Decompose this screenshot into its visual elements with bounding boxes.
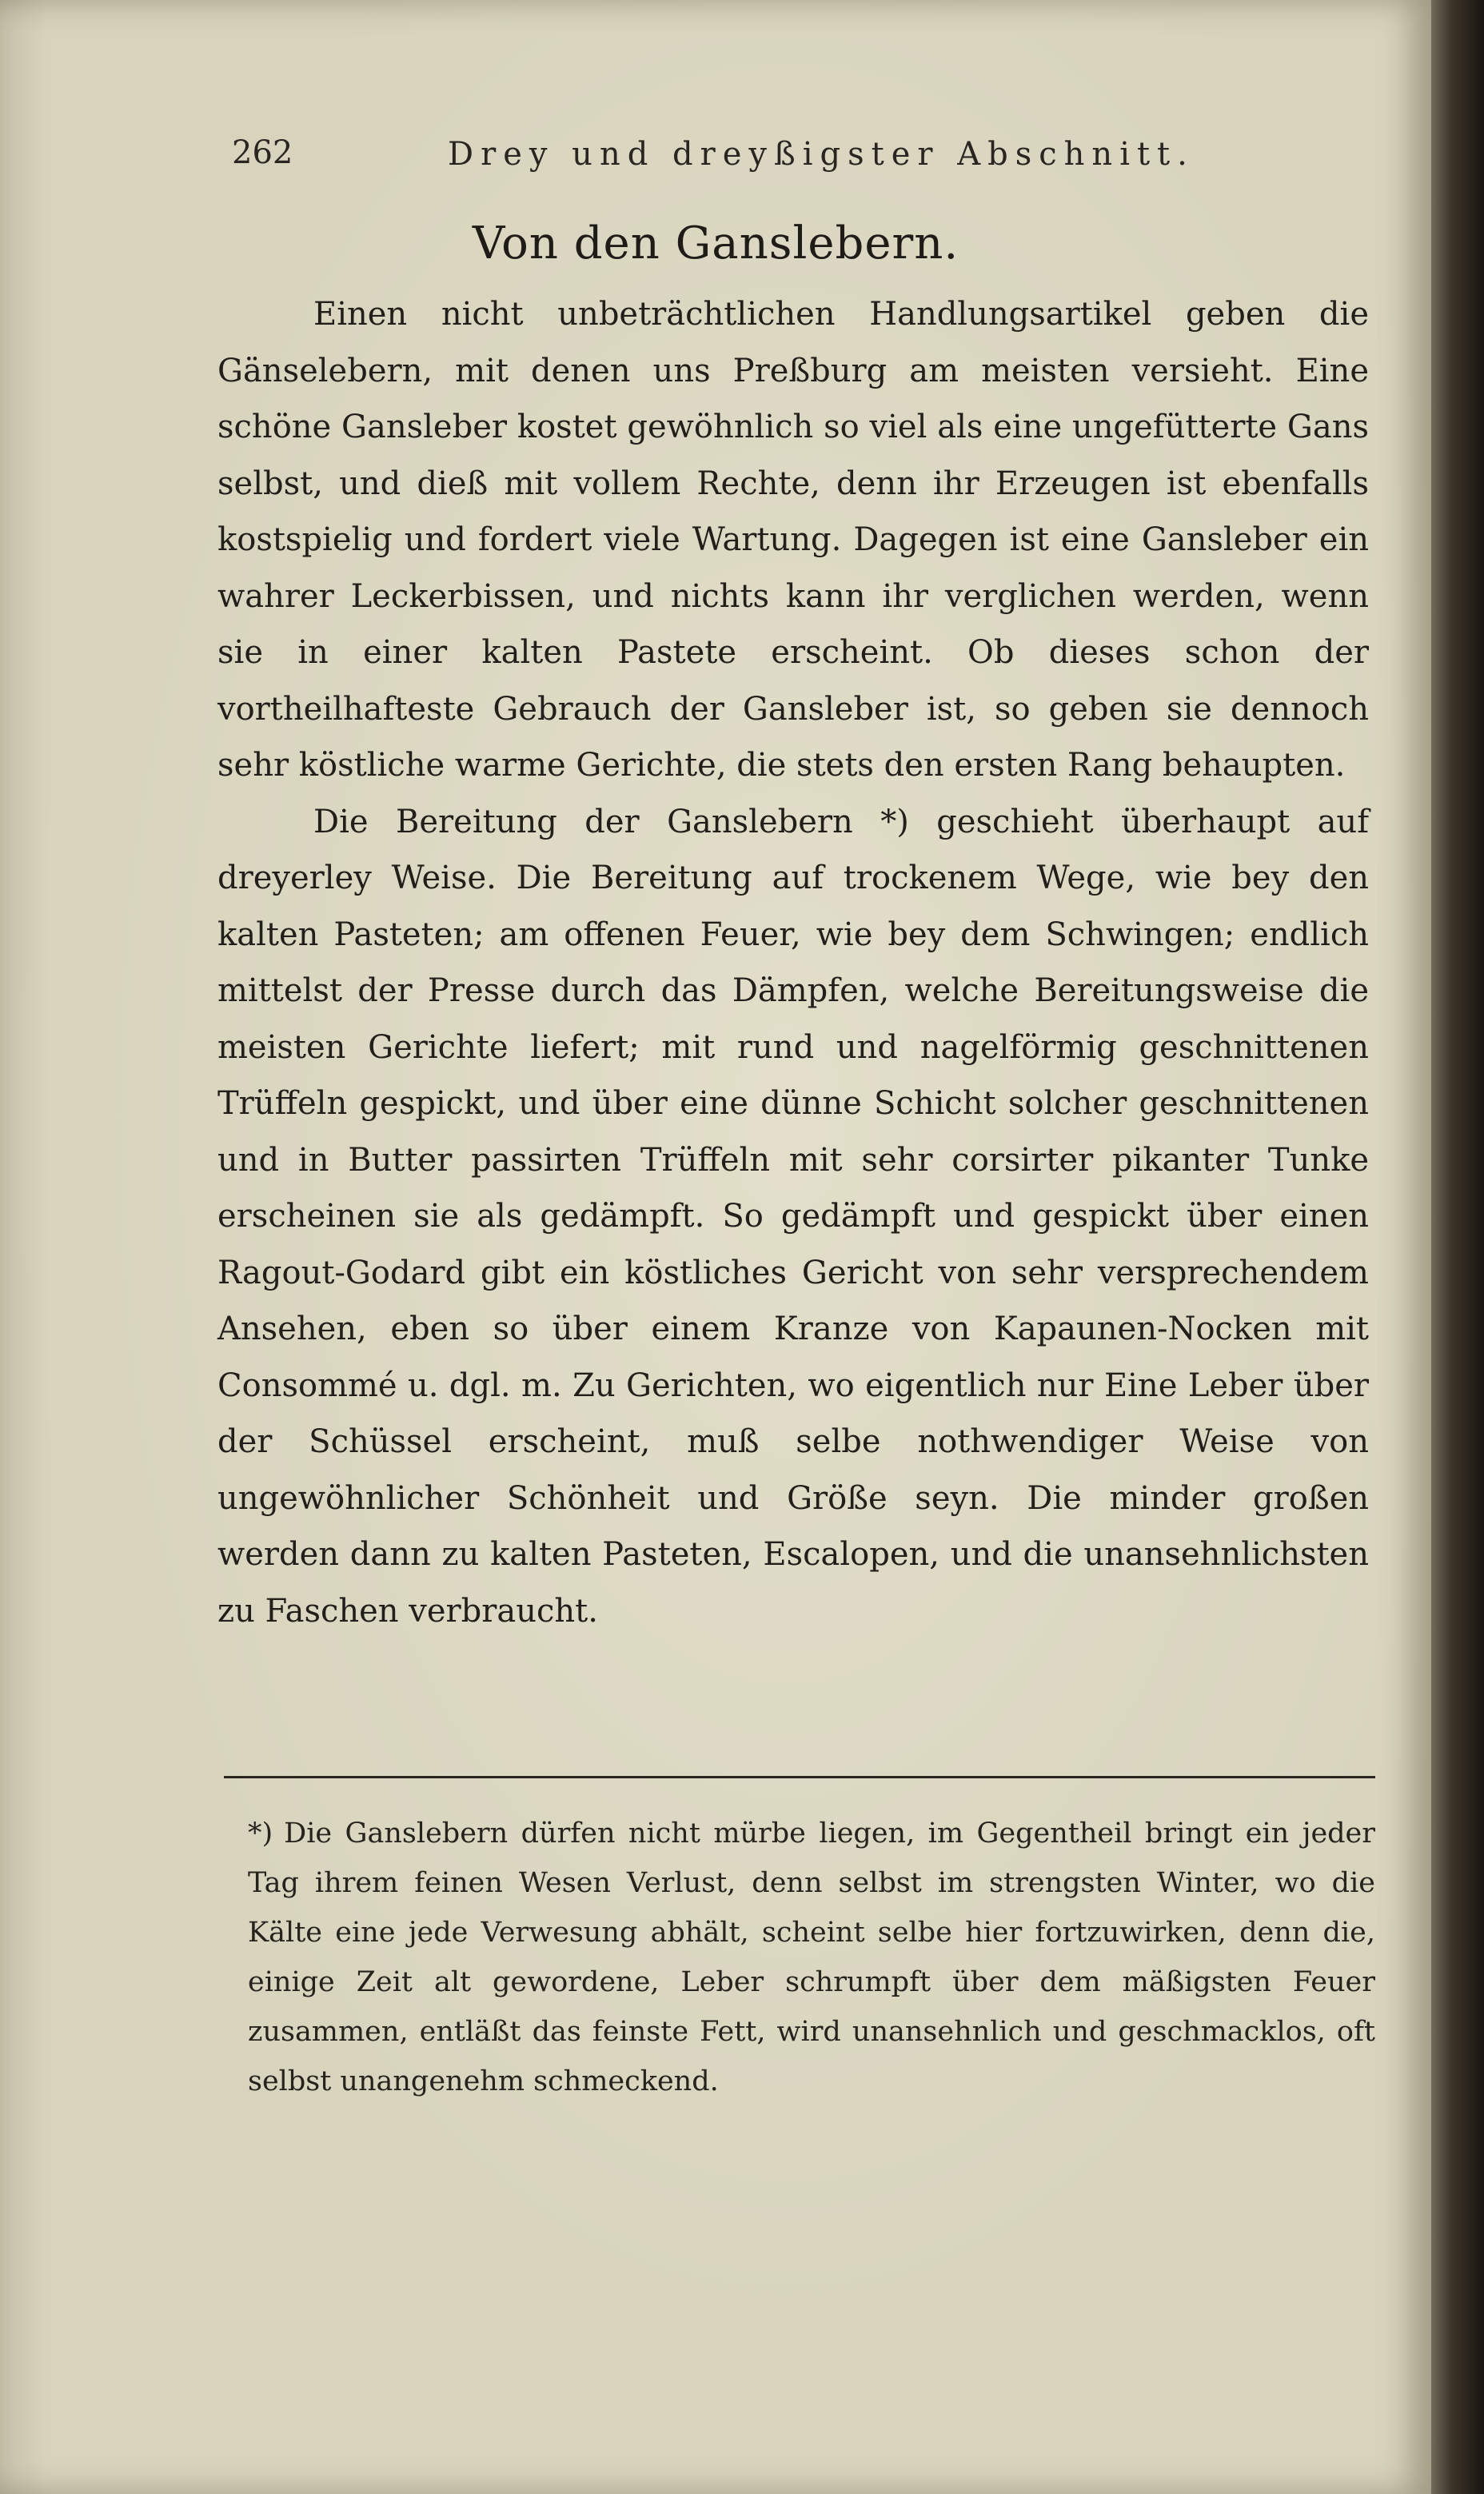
footnote	[248, 1809, 1375, 2106]
paragraph: Die Bereitung der Ganslebern *) geschieht überhaupt auf dreyerley Weise. Die Bereitung auf trockenem Wege, wie bey den kalten Pasteten; am offenen Feuer, wie bey dem Schwingen; endlich mittelst der Presse durch das Dämpfen, welche Bereitungsweise die meisten Gerichte liefert; mit rund und nagelförmig geschnittenen Trüffeln gespickt, und über eine dünne Schicht solcher geschnittenen und in Butter passirten Trüffeln mit sehr corsirter pikanter Tunke erscheinen sie als gedämpft. So gedämpft und gespickt über einen Ragout-Godard gibt ein köstliches Gericht von sehr versprechendem Ansehen, eben so über einem Kranze von Kapaunen-Nocken mit Consommé u. dgl. m. Zu Gerichten, wo eigentlich nur Eine Leber über der Schüssel erscheint, muß selbe nothwendiger Weise von ungewöhnlicher Schönheit und Größe seyn. Die minder großen werden dann zu kalten Pasteten, Escalopen, und die unansehnlichsten zu Faschen verbraucht.	[217, 803, 1369, 1630]
page-header	[232, 134, 1383, 182]
running-head: Drey und dreyßigster Abschnitt.	[448, 136, 1195, 173]
section-title: Von den Ganslebern.	[472, 217, 959, 269]
body-text	[217, 286, 1369, 1639]
book-spine-edge	[1431, 0, 1484, 2494]
page-number: 262	[232, 134, 293, 171]
footnote-divider	[224, 1776, 1375, 1778]
paragraph: Einen nicht unbeträchtlichen Handlungsartikel geben die Gänselebern, mit denen uns Preßburg am meisten versieht. Eine schöne Gansleber kostet gewöhnlich so viel als eine ungefütterte Gans selbst, und dieß mit vollem Rechte, denn ihr Erzeugen ist ebenfalls kostspielig und fordert viele Wartung. Dagegen ist eine Gansleber ein wahrer Leckerbissen, und nichts kann ihr verglichen werden, wenn sie in einer kalten Pastete erscheint. Ob dieses schon der vortheilhafteste Gebrauch der Gansleber ist, so geben sie dennoch sehr köstliche warme Gerichte, die stets den ersten Rang behaupten.	[217, 296, 1369, 784]
footnote-text: Die Ganslebern dürfen nicht mürbe liegen, im Gegentheil bringt ein jeder Tag ihrem feinen Wesen Verlust, denn selbst im strengsten Winter, wo die Kälte eine jede Verwesung abhält, scheint selbe hier fortzuwirken, denn die, einige Zeit alt gewordene, Leber schrumpft über dem mäßigsten Feuer zusammen, entläßt das feinste Fett, wird unansehnlich und geschmacklos, oft selbst unangenehm schmeckend.	[248, 1818, 1375, 2097]
footnote-mark: *)	[248, 1818, 273, 1850]
